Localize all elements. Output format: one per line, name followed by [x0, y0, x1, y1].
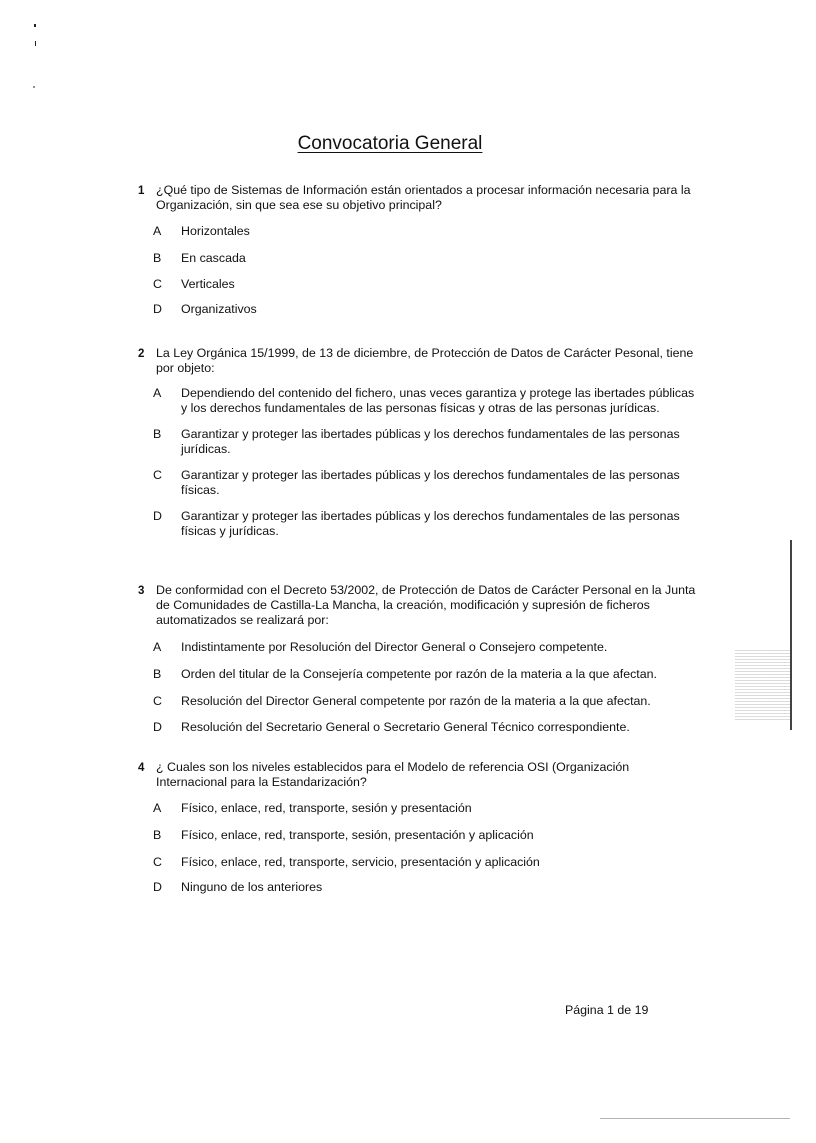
scan-speckle: [735, 650, 790, 720]
option-a: [153, 224, 698, 239]
option-letter: B: [153, 427, 162, 441]
option-text: Garantizar y proteger las ibertades públicas y los derechos fundamentales de las personas físicas y jurídicas.: [181, 509, 680, 538]
option-letter: A: [153, 801, 162, 815]
option-text: En cascada: [181, 251, 246, 265]
option-letter: B: [153, 251, 162, 265]
question-4: [138, 760, 698, 895]
option-letter: D: [153, 880, 162, 894]
option-text: Orden del titular de la Consejería competente por razón de la materia a la que afectan.: [181, 667, 657, 681]
option-text: Ninguno de los anteriores: [181, 880, 323, 894]
question-text: La Ley Orgánica 15/1999, de 13 de diciembre, de Protección de Datos de Carácter Pesonal, tiene por objeto:: [156, 346, 694, 375]
option-letter: B: [153, 667, 162, 681]
option-text: Resolución del Secretario General o Secretario General Técnico correspondiente.: [181, 720, 630, 734]
option-text: Físico, enlace, red, transporte, servicio, presentación y aplicación: [181, 855, 540, 869]
page-title: Convocatoria General: [297, 133, 483, 154]
options-list: [153, 224, 698, 317]
option-letter: A: [153, 224, 162, 238]
option-c: [153, 277, 698, 292]
option-a: [153, 386, 698, 416]
option-c: [153, 694, 698, 709]
question-text: De conformidad con el Decreto 53/2002, de Protección de Datos de Carácter Personal en la Junta de Comunidades de Castilla-La Mancha, la creación, modificación y supresión de ficheros automatizados se realizará por:: [156, 583, 696, 627]
option-text: Horizontales: [181, 224, 250, 238]
options-list: [153, 386, 698, 539]
option-text: Organizativos: [181, 302, 257, 316]
option-letter: D: [153, 720, 162, 734]
option-d: [153, 509, 698, 539]
option-text: Físico, enlace, red, transporte, sesión y presentación: [181, 801, 472, 815]
scan-mark: [33, 86, 35, 88]
option-letter: A: [153, 386, 162, 400]
option-letter: D: [153, 509, 162, 523]
option-letter: C: [153, 277, 162, 291]
option-text: Indistintamente por Resolución del Director General o Consejero competente.: [181, 640, 608, 654]
option-c: [153, 468, 698, 498]
question-text: ¿ Cuales son los niveles establecidos para el Modelo de referencia OSI (Organización Internacional para la Estandarización?: [156, 760, 630, 789]
options-list: [153, 640, 698, 735]
option-d: [153, 720, 698, 735]
option-text: Garantizar y proteger las ibertades públicas y los derechos fundamentales de las personas físicas.: [181, 468, 680, 497]
option-letter: D: [153, 302, 162, 316]
option-text: Dependiendo del contenido del fichero, unas veces garantiza y protege las ibertades públicas y los derechos fundamentales de las personas físicas y otras de las personas jurídicas.: [181, 386, 695, 415]
option-b: [153, 667, 698, 682]
option-text: Resolución del Director General competente por razón de la materia a la que afectan.: [181, 694, 651, 708]
option-c: [153, 855, 698, 870]
option-text: Físico, enlace, red, transporte, sesión, presentación y aplicación: [181, 828, 534, 842]
scan-mark: [600, 1118, 790, 1119]
option-b: [153, 427, 698, 457]
option-text: Garantizar y proteger las ibertades públicas y los derechos fundamentales de las personas jurídicas.: [181, 427, 680, 456]
scan-mark: [34, 24, 36, 27]
question-2: [138, 346, 698, 539]
scan-mark: [35, 41, 36, 46]
option-letter: B: [153, 828, 162, 842]
option-letter: C: [153, 694, 162, 708]
scan-edge-mark: [790, 540, 792, 730]
question-number: 3: [138, 585, 145, 597]
question-number: 4: [138, 762, 145, 774]
question-text: ¿Qué tipo de Sistemas de Información están orientados a procesar información necesaria para la Organización, sin que sea ese su objetivo principal?: [156, 183, 691, 212]
option-b: [153, 828, 698, 843]
question-3: [138, 583, 698, 735]
question-number: 2: [138, 348, 145, 360]
option-letter: C: [153, 855, 162, 869]
options-list: [153, 801, 698, 895]
option-a: [153, 640, 698, 655]
question-1: [138, 183, 698, 317]
option-d: [153, 880, 698, 895]
option-d: [153, 302, 698, 317]
option-text: Verticales: [181, 277, 235, 291]
option-letter: A: [153, 640, 162, 654]
question-number: 1: [138, 185, 145, 197]
option-b: [153, 251, 698, 266]
page-number-footer: Página 1 de 19: [565, 1003, 649, 1017]
option-a: [153, 801, 698, 816]
option-letter: C: [153, 468, 162, 482]
